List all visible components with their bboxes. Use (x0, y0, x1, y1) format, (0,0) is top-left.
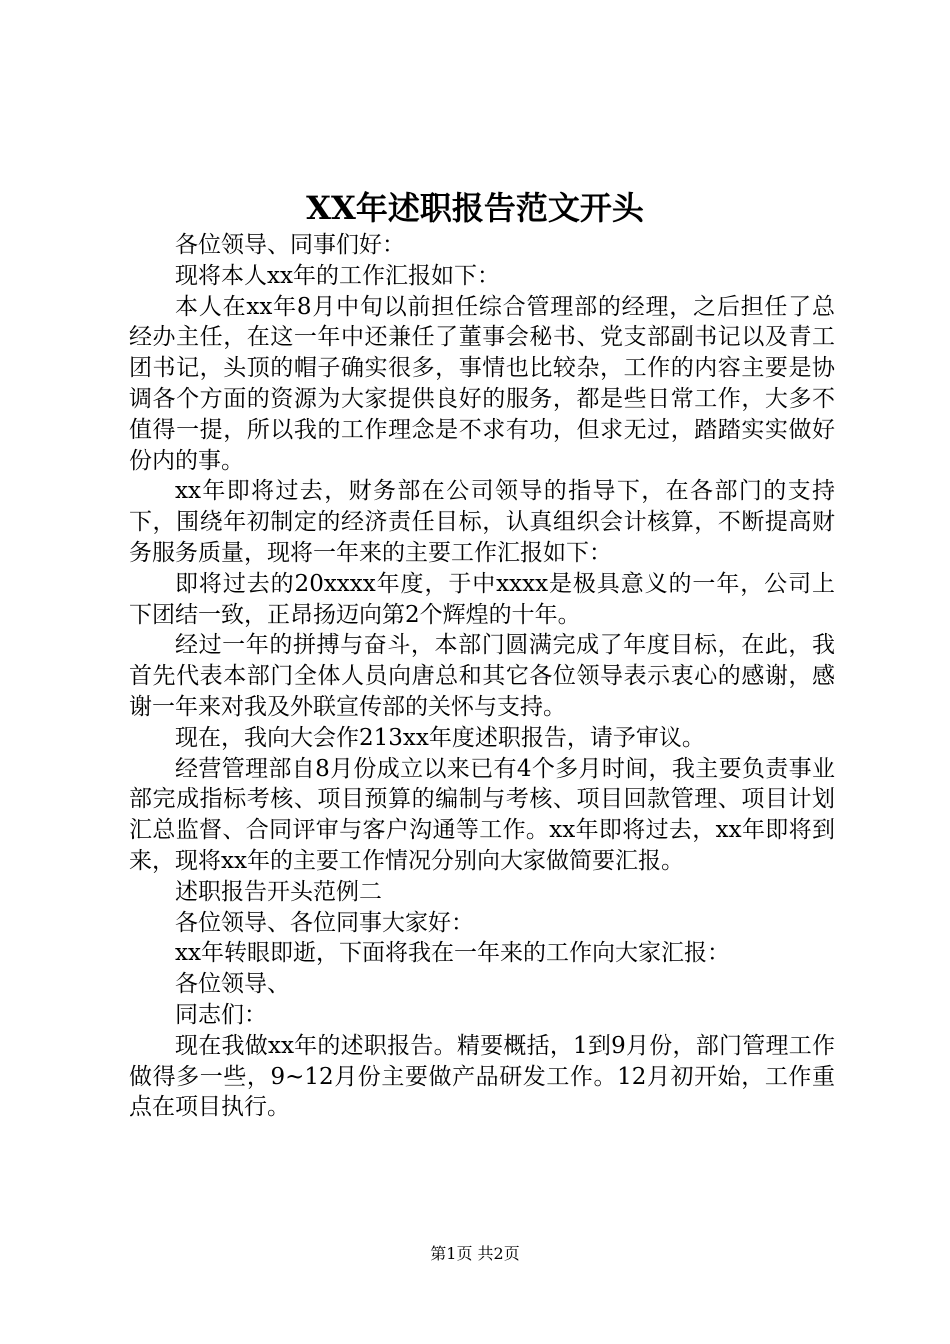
paragraph-example-heading: 述职报告开头范例二 (175, 878, 382, 905)
paragraph-greeting-2: 各位领导、各位同事大家好： (175, 909, 474, 936)
paragraph-summary: 现在我做xx年的述职报告。精要概括，1到9月份，部门管理工作做得多一些，9~12月份主要做产品研发工作。12月初开始，工作重点在项目执行。 (129, 1032, 835, 1121)
paragraph-salutation-2: 同志们： (175, 1001, 267, 1028)
paragraph-roles: 本人在xx年8月中旬以前担任综合管理部的经理，之后担任了总经办主任，在这一年中还兼任了董事会秘书、党支部副书记以及青工团书记，头顶的帽子确实很多，事情也比较杂，工作的内容主要是协调各个方面的资源为大家提供良好的服务，都是些日常工作，大多不值得一提，所以我的工作理念是不求有功，但求无过，踏踏实实做好份内的事。 (129, 293, 835, 474)
paragraph-intro: 现将本人xx年的工作汇报如下： (175, 262, 500, 289)
paragraph-finance: xx年即将过去，财务部在公司领导的指导下，在各部门的支持下，围绕年初制定的经济责任目标，认真组织会计核算，不断提高财务服务质量，现将一年来的主要工作汇报如下： (129, 478, 835, 566)
paragraph-salutation-1: 各位领导、 (175, 971, 290, 998)
paragraph-thanks: 经过一年的拼搏与奋斗，本部门圆满完成了年度目标，在此，我首先代表本部门全体人员向唐总和其它各位领导表示衷心的感谢，感谢一年来对我及外联宣传部的关怀与支持。 (129, 632, 835, 720)
paragraph-year: 即将过去的20xxxx年度，于中xxxx是极具意义的一年，公司上下团结一致，正昂扬迈向第2个辉煌的十年。 (129, 570, 835, 628)
page-footer: 第1页 共2页 (430, 1244, 520, 1263)
paragraph-report: 现在，我向大会作213xx年度述职报告，请予审议。 (175, 724, 705, 751)
document-body (129, 230, 835, 1123)
document-title: XX年述职报告范文开头 (306, 189, 644, 227)
paragraph-greeting: 各位领导、同事们好： (175, 232, 405, 258)
paragraph-management: 经营管理部自8月份成立以来已有4个多月时间，我主要负责事业部完成指标考核、项目预算的编制与考核、项目回款管理、项目计划汇总监督、合同评审与客户沟通等工作。xx年即将过去，xx年即将到来，现将xx年的主要工作情况分别向大家做简要汇报。 (129, 755, 835, 874)
paragraph-intro-2: xx年转眼即逝，下面将我在一年来的工作向大家汇报： (175, 940, 730, 967)
